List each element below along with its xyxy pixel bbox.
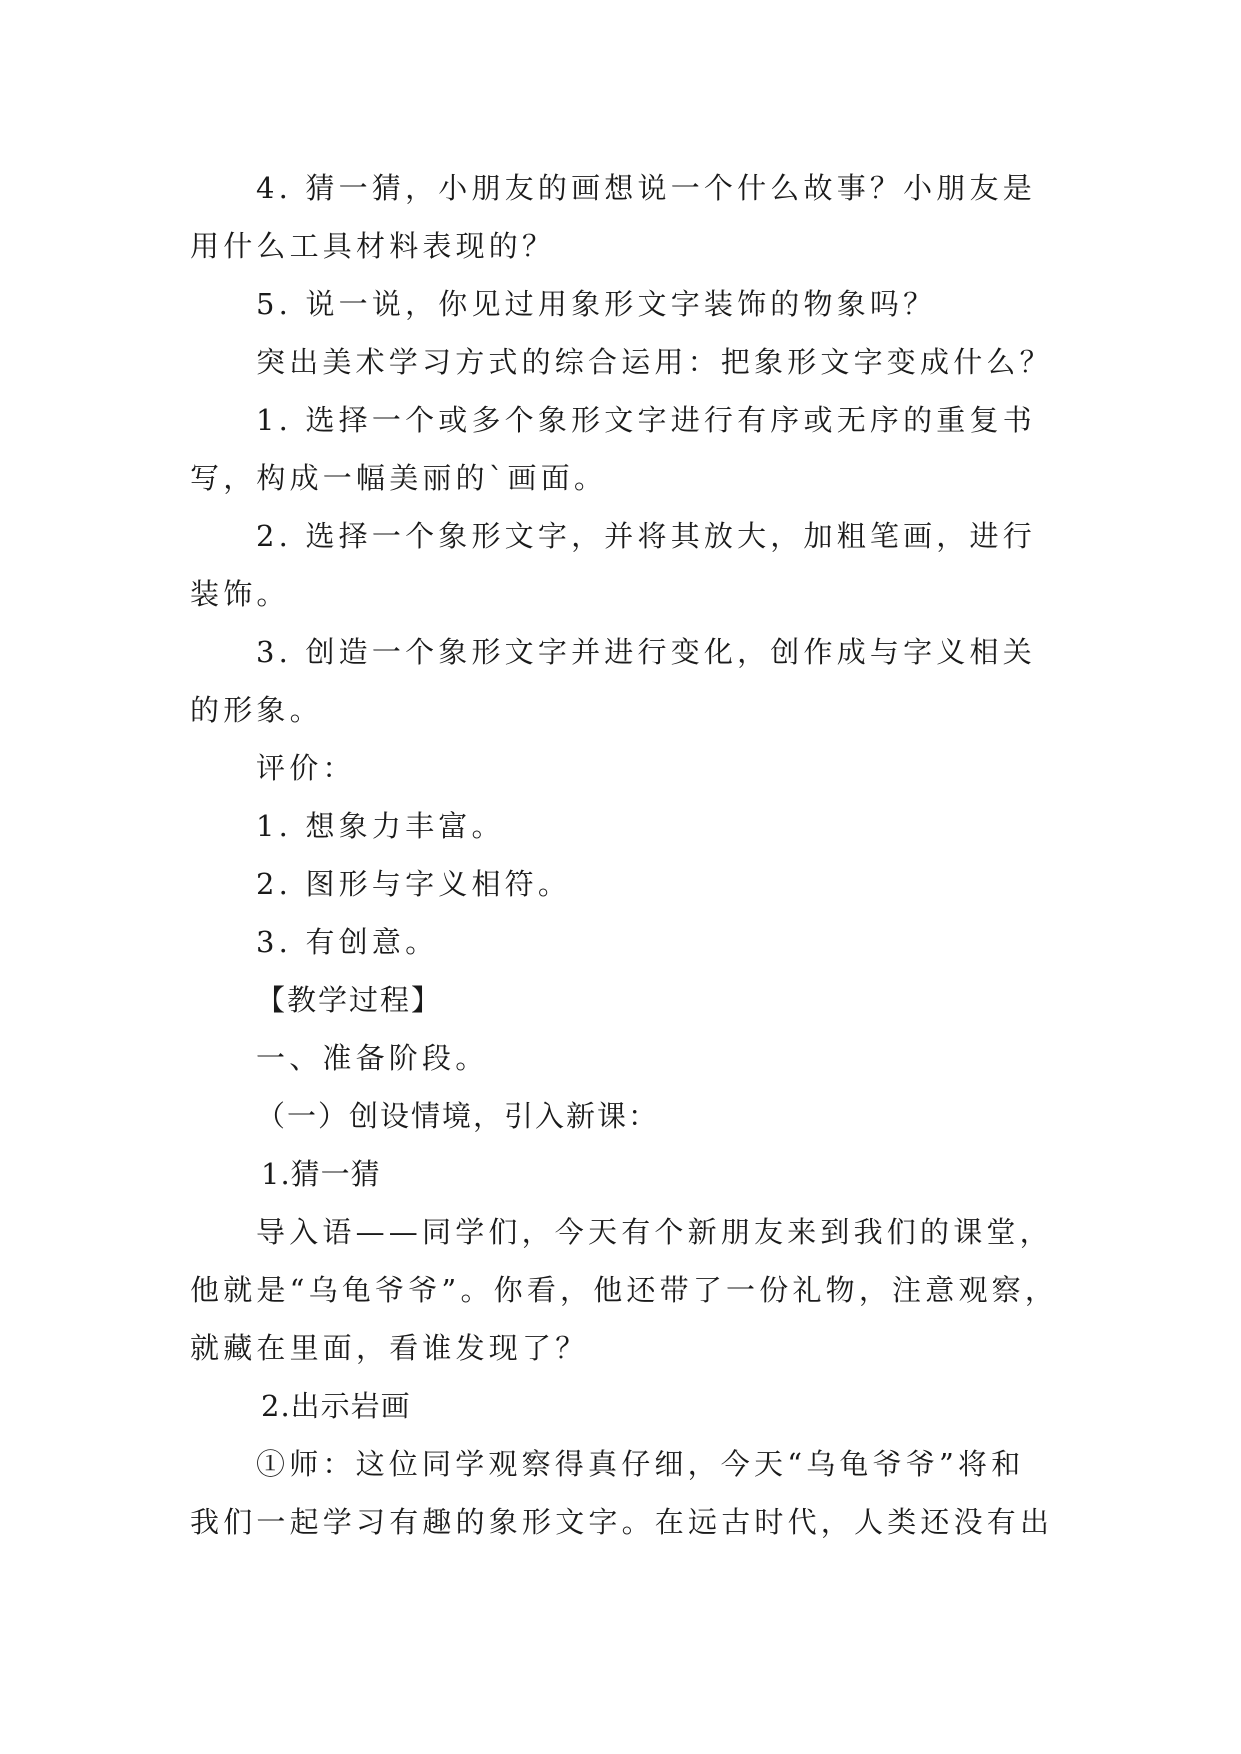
paragraph-line: 写，构成一幅美丽的`画面。 <box>190 461 608 495</box>
paragraph-line: 1.猜一猜 <box>261 1157 381 1191</box>
paragraph-line: ①师：这位同学观察得真仔细，今天“乌龟爷爷”将和 <box>256 1447 1025 1481</box>
paragraph-line: 评价： <box>256 751 356 785</box>
paragraph-line: 装饰。 <box>190 577 290 611</box>
section-heading: 【教学过程】 <box>256 983 443 1017</box>
paragraph-line: 4. 猜一猜，小朋友的画想说一个什么故事？小朋友是 <box>256 171 1036 205</box>
paragraph-line: 的形象。 <box>190 693 323 727</box>
paragraph-line: 2. 图形与字义相符。 <box>256 867 572 901</box>
paragraph-line: 3. 创造一个象形文字并进行变化，创作成与字义相关 <box>256 635 1036 669</box>
paragraph-line: 导入语——同学们，今天有个新朋友来到我们的课堂， <box>256 1215 1053 1249</box>
paragraph-line: 2. 选择一个象形文字，并将其放大，加粗笔画，进行 <box>256 519 1036 553</box>
paragraph-line: 5. 说一说，你见过用象形文字装饰的物象吗？ <box>256 287 937 321</box>
paragraph-line: 突出美术学习方式的综合运用：把象形文字变成什么？ <box>256 345 1053 379</box>
paragraph-line: 一、准备阶段。 <box>256 1041 489 1075</box>
paragraph-line: 他就是“乌龟爷爷”。你看，他还带了一份礼物，注意观察， <box>190 1273 1059 1307</box>
paragraph-line: 1. 选择一个或多个象形文字进行有序或无序的重复书 <box>256 403 1036 437</box>
paragraph-line: 就藏在里面，看谁发现了？ <box>190 1331 589 1365</box>
paragraph-line: 我们一起学习有趣的象形文字。在远古时代，人类还没有出 <box>190 1505 1054 1539</box>
paragraph-line: 1. 想象力丰富。 <box>256 809 505 843</box>
paragraph-line: （一）创设情境，引入新课： <box>256 1099 660 1133</box>
paragraph-line: 2.出示岩画 <box>261 1389 411 1423</box>
paragraph-line: 3. 有创意。 <box>256 925 439 959</box>
paragraph-line: 用什么工具材料表现的？ <box>190 229 556 263</box>
